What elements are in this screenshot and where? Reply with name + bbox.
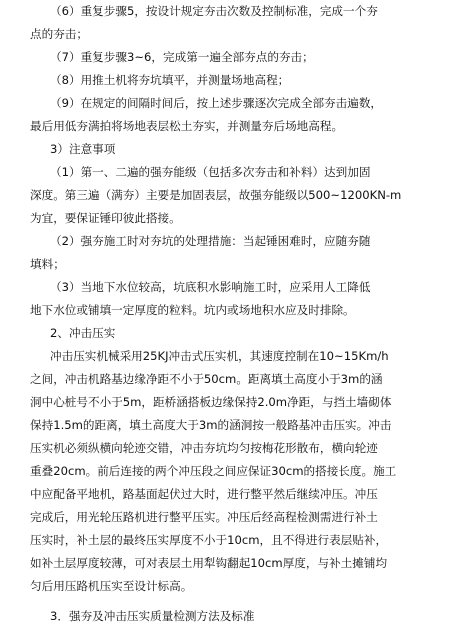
section-heading: 3．强夯及冲击压实质量检测方法及标准: [50, 609, 255, 623]
text-line: 为宜，要保证锤印彼此搭接。: [30, 211, 181, 225]
text-line: （1）第一、二遍的强夯能级（包括多次夯击和补料）达到加固: [50, 165, 371, 179]
text-line: 洞中心桩号不小于5m，距桥涵搭板边缘保持2.0m净距，与挡土墙砌体: [30, 395, 392, 409]
text-line: （2）强夯施工时对夯坑的处理措施：当起锤困难时，应随夯随: [50, 234, 371, 248]
text-line: 填料；: [30, 257, 65, 271]
text-line: （3）当地下水位较高，坑底积水影响施工时，应采用人工降低: [50, 280, 371, 294]
text-line: （7）重复步骤3~6，完成第一遍全部夯点的夯击；: [50, 50, 314, 64]
text-line: （6）重复步骤5，按设计规定夯击次数及控制标准，完成一个夯: [50, 4, 378, 18]
text-line: 压实时，补土层的最终压实厚度不小于10cm，且不得进行表层贴补，: [30, 533, 388, 547]
text-line: 之间，冲击机路基边缘净距不小于50cm。距离填土高度小于3m的涵: [30, 372, 383, 386]
section-heading: 2、冲击压实: [50, 326, 116, 340]
text-line: 完成后，用光轮压路机进行整平压实。冲压后经高程检测需进行补土: [30, 510, 378, 524]
text-line: 匀后用压路机压实至设计标高。: [30, 579, 193, 593]
text-line: 最后用低夯满拍将场地表层松土夯实，并测量夯后场地高程。: [30, 119, 344, 133]
text-line: （9）在规定的间隔时间后，按上述步骤逐次完成全部夯击遍数，: [50, 96, 383, 110]
text-line: 深度。第三遍（满夯）主要是加固表层，故强夯能级以500~1200KN-m: [30, 188, 402, 202]
text-line: 冲击压实机械采用25KJ冲击式压实机，其速度控制在10~15Km/h: [50, 349, 389, 363]
text-line: 如补土层厚度较薄，可对表层土用犁钩翻起10cm厚度，与补土摊铺均: [30, 556, 388, 570]
text-line: 压实机必须纵横向轮迹交错，冲击夯坑均匀按梅花形散布，横向轮迹: [30, 441, 378, 455]
text-line: 地下水位或铺填一定厚度的粒料。坑内或场地积水应及时排除。: [30, 303, 355, 317]
text-line: （8）用推土机将夯坑填平，并测量场地高程；: [50, 73, 290, 87]
text-line: 保持1.5m的距离，填土高度大于3m的涵洞按一般路基冲击压实。冲击: [30, 418, 392, 432]
section-heading: 3）注意事项: [50, 142, 116, 156]
text-line: 点的夯击；: [30, 27, 88, 41]
text-line: 中应配备平地机，路基面起伏过大时，进行整平然后继续冲压。冲压: [30, 487, 378, 501]
text-line: 重叠20cm。前后连接的两个冲压段之间应保证30cm的搭接长度。施工: [30, 464, 397, 478]
